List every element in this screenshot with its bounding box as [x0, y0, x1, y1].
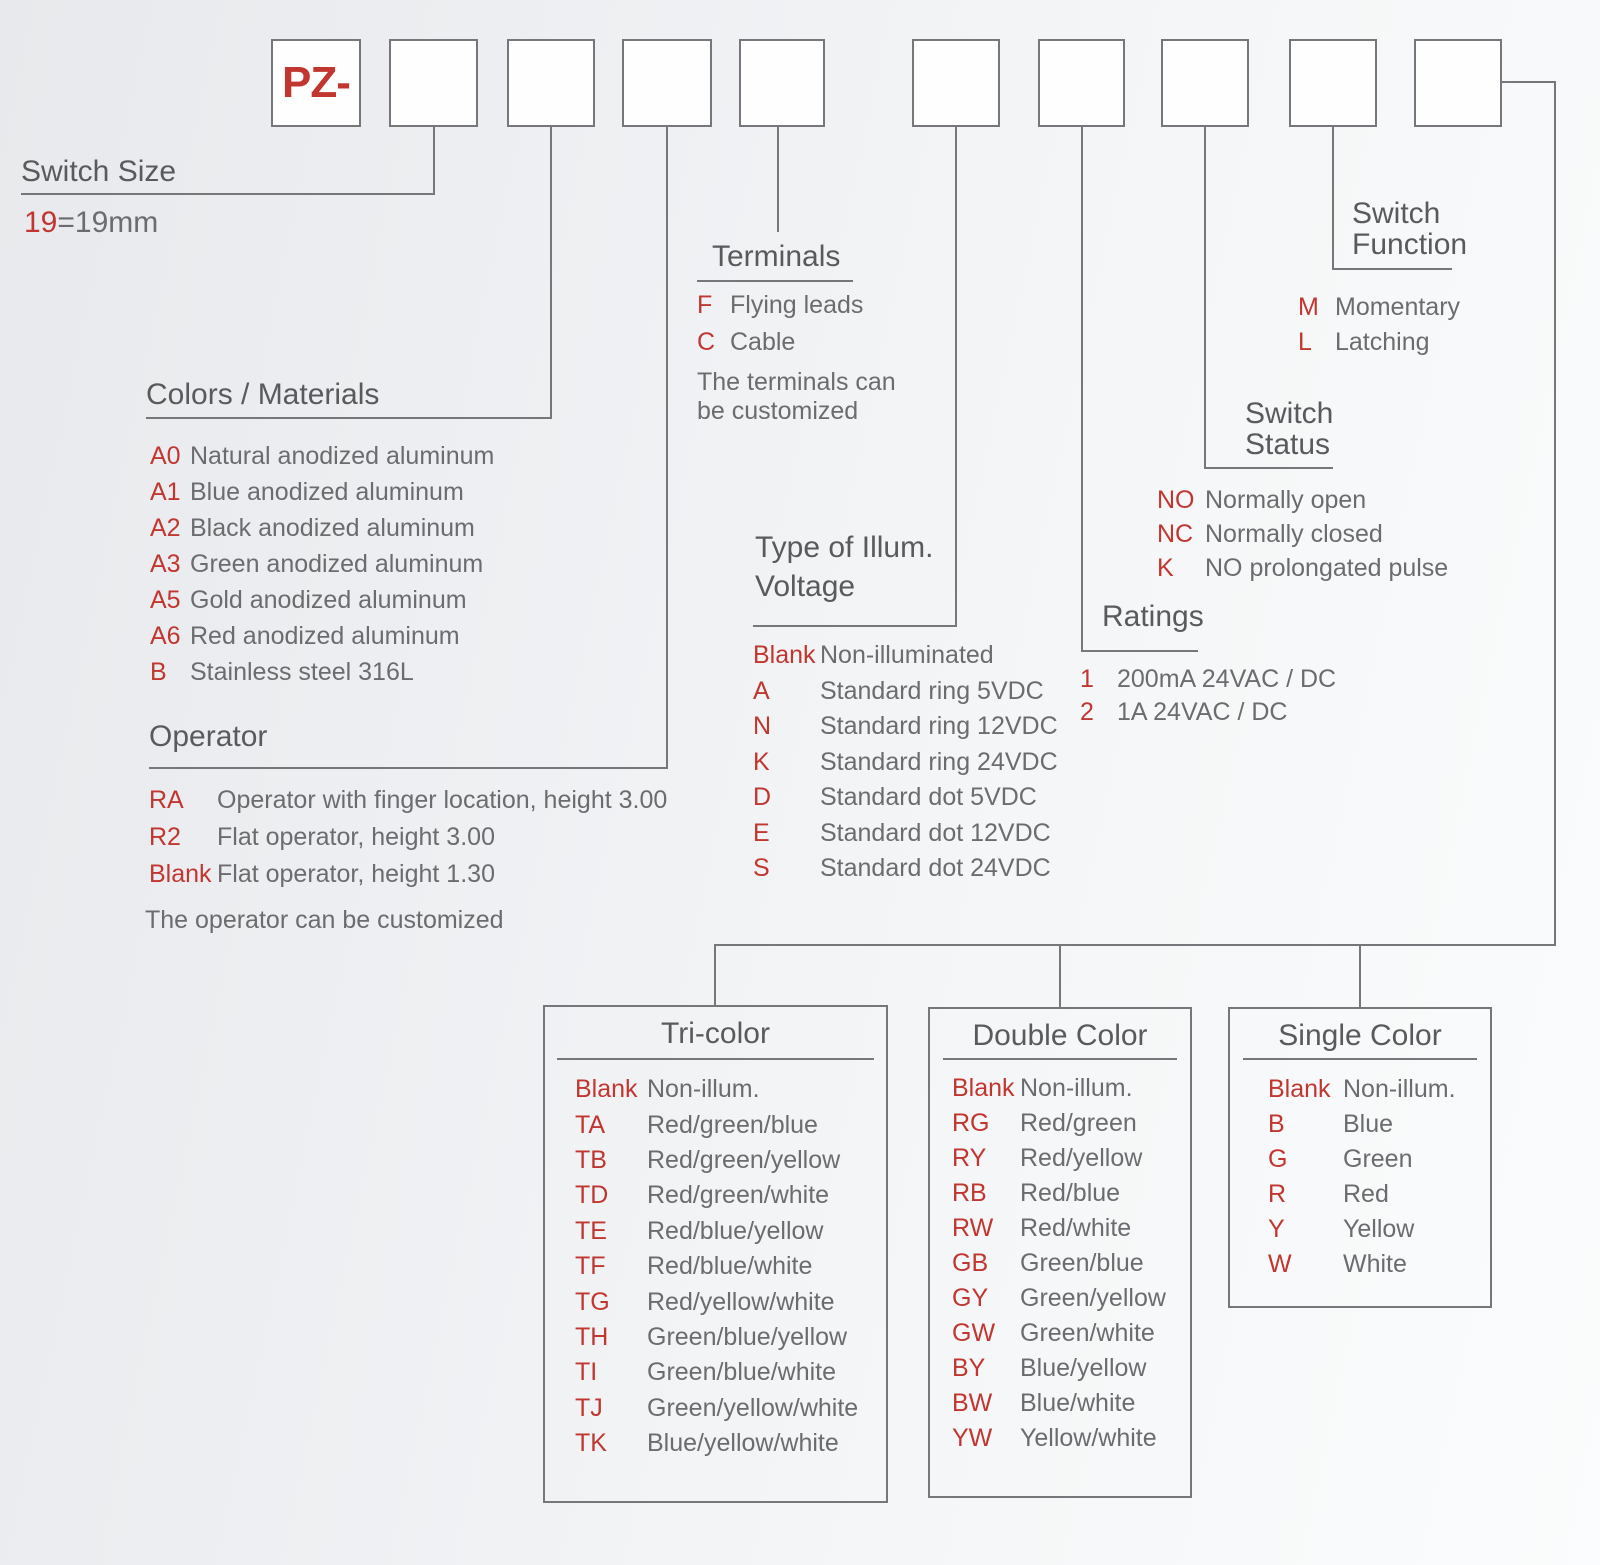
- item-code: S: [753, 854, 770, 883]
- item-desc: Flat operator, height 1.30: [217, 860, 495, 888]
- item-desc: Red/green/yellow: [647, 1145, 841, 1174]
- item-desc: Red/green: [1020, 1109, 1137, 1137]
- illum-voltage-title-line1: Type of Illum.: [755, 531, 934, 564]
- item-code: Blank: [575, 1075, 638, 1104]
- item-desc: Green/yellow: [1020, 1284, 1166, 1312]
- terminals-note: The terminals can be customized: [697, 368, 896, 425]
- switch-size-title: Switch Size: [21, 155, 177, 188]
- item-code: Y: [1268, 1215, 1285, 1243]
- item-code: A: [753, 676, 770, 705]
- item-desc: Flat operator, height 3.00: [217, 823, 495, 851]
- item-desc: =19mm: [57, 206, 159, 239]
- list-item: [753, 638, 1058, 674]
- tri-color-list: [575, 1072, 858, 1461]
- connector-terminals: [777, 127, 779, 232]
- single-color-title: Single Color: [1278, 1019, 1442, 1052]
- switch-status-title-line1: Switch: [1245, 397, 1334, 430]
- item-desc: Standard ring 12VDC: [820, 712, 1058, 741]
- item-code: RA: [149, 786, 184, 814]
- item-desc: Blue/yellow: [1020, 1354, 1147, 1382]
- ratings-title: Ratings: [1102, 600, 1204, 633]
- item-code: Blank: [952, 1074, 1015, 1102]
- terminals-title: Terminals: [712, 240, 841, 273]
- item-code: BW: [952, 1389, 993, 1417]
- switch-status-underline: [1204, 467, 1333, 469]
- switch-size-underline: [21, 193, 435, 195]
- switch-function-underline: [1332, 268, 1452, 270]
- list-item: [575, 1178, 858, 1213]
- item-desc: Black anodized aluminum: [190, 513, 475, 542]
- list-item: [575, 1072, 858, 1107]
- connector-illum-voltage: [955, 127, 957, 627]
- item-desc: Non-illum.: [1020, 1074, 1133, 1102]
- segment-box-switch-function: [1289, 39, 1377, 127]
- item-desc: NO prolongated pulse: [1205, 553, 1449, 582]
- list-item: [150, 582, 494, 618]
- item-code: B: [150, 657, 167, 686]
- connector-illum-color-right: [1554, 81, 1556, 946]
- item-code: YW: [952, 1424, 993, 1452]
- item-code: NO: [1157, 485, 1195, 514]
- item-desc: Latching: [1335, 328, 1430, 356]
- illum-voltage-list: [753, 638, 1058, 887]
- list-item: [952, 1211, 1166, 1246]
- list-item: [575, 1284, 858, 1319]
- switch-size-item: [24, 206, 158, 240]
- item-code: Blank: [753, 641, 816, 670]
- item-desc: Standard dot 5VDC: [820, 783, 1037, 812]
- list-item: [149, 819, 667, 856]
- segment-box-switch-status: [1161, 39, 1249, 127]
- item-desc: Momentary: [1335, 293, 1461, 321]
- item-code: TG: [575, 1287, 610, 1316]
- list-item: [1157, 483, 1448, 517]
- double-color-title: Double Color: [972, 1019, 1148, 1052]
- item-code: TE: [575, 1216, 607, 1245]
- item-desc: Blue anodized aluminum: [190, 477, 464, 506]
- list-item: [1268, 1212, 1456, 1247]
- item-code: R: [1268, 1180, 1287, 1208]
- list-item: [1268, 1247, 1456, 1282]
- switch-status-title: [1245, 398, 1333, 460]
- item-desc: Red: [1343, 1180, 1389, 1208]
- list-item: [150, 546, 494, 582]
- item-desc: Red/blue: [1020, 1179, 1121, 1207]
- item-code: RG: [952, 1109, 990, 1137]
- item-desc: Standard ring 24VDC: [820, 747, 1058, 776]
- item-code: GW: [952, 1319, 996, 1347]
- item-desc: Standard dot 24VDC: [820, 854, 1051, 883]
- item-code: A6: [150, 621, 181, 650]
- item-desc: Red/yellow: [1020, 1144, 1143, 1172]
- list-item: [150, 510, 494, 546]
- list-item: [150, 438, 494, 474]
- item-desc: Non-illum.: [647, 1075, 760, 1104]
- segment-box-illum-voltage: [912, 39, 1000, 127]
- connector-switch-status: [1204, 127, 1206, 469]
- item-code: TD: [575, 1181, 609, 1210]
- item-desc: Red/green/white: [647, 1181, 830, 1210]
- item-code: N: [753, 712, 772, 741]
- item-code: B: [1268, 1110, 1285, 1138]
- item-desc: Blue: [1343, 1110, 1394, 1138]
- list-item: [952, 1316, 1166, 1351]
- ratings-list: [1080, 663, 1336, 729]
- item-code: F: [697, 291, 713, 319]
- list-item: [753, 709, 1058, 745]
- segment-box-operator: [622, 39, 712, 127]
- item-code: W: [1268, 1250, 1292, 1278]
- item-code: 2: [1080, 698, 1094, 726]
- switch-status-list: [1157, 483, 1448, 585]
- item-code: E: [753, 818, 770, 847]
- item-code: K: [753, 747, 770, 776]
- list-item: [952, 1071, 1166, 1106]
- switch-status-title-line2: Status: [1245, 428, 1331, 461]
- double-color-underline: [943, 1058, 1177, 1060]
- list-item: [150, 654, 494, 690]
- item-code: TH: [575, 1322, 609, 1351]
- double-color-list: [952, 1071, 1166, 1456]
- list-item: [1157, 517, 1448, 551]
- list-item: [1157, 551, 1448, 585]
- list-item: [753, 780, 1058, 816]
- operator-title: Operator: [149, 720, 268, 753]
- item-desc: Green/blue: [1020, 1249, 1144, 1277]
- item-desc: Normally open: [1205, 485, 1367, 514]
- list-item: [149, 856, 667, 893]
- connector-switch-function: [1332, 127, 1334, 270]
- drop-double-color: [1059, 944, 1061, 1007]
- switch-function-title-line2: Function: [1352, 228, 1468, 261]
- list-item: [1080, 663, 1336, 696]
- list-item: [753, 745, 1058, 781]
- list-item: [952, 1106, 1166, 1141]
- item-desc: Green/white: [1020, 1319, 1155, 1347]
- item-desc: White: [1343, 1250, 1407, 1278]
- item-desc: Cable: [730, 328, 796, 356]
- item-desc: 200mA 24VAC / DC: [1117, 665, 1337, 693]
- list-item: [952, 1351, 1166, 1386]
- switch-function-list: [1298, 290, 1460, 360]
- tri-color-title: Tri-color: [661, 1017, 770, 1050]
- item-desc: Blue/white: [1020, 1389, 1136, 1417]
- segment-box-size: [389, 39, 478, 127]
- item-desc: Stainless steel 316L: [190, 657, 414, 686]
- item-code: K: [1157, 553, 1174, 582]
- item-desc: Yellow/white: [1020, 1424, 1157, 1452]
- segment-box-color-material: [507, 39, 595, 127]
- item-desc: Blue/yellow/white: [647, 1429, 839, 1458]
- illum-voltage-underline: [753, 625, 957, 627]
- single-color-underline: [1243, 1058, 1477, 1060]
- operator-underline: [149, 767, 668, 769]
- list-item: [1268, 1142, 1456, 1177]
- item-code: 1: [1080, 665, 1094, 693]
- item-desc: Green anodized aluminum: [190, 549, 484, 578]
- segment-box-ratings: [1038, 39, 1125, 127]
- item-code: BY: [952, 1354, 986, 1382]
- list-item: [575, 1320, 858, 1355]
- list-item: [1298, 290, 1460, 325]
- list-item: [1298, 325, 1460, 360]
- colors-materials-list: [150, 438, 494, 690]
- color-distribution-line: [714, 944, 1556, 946]
- list-item: [575, 1355, 858, 1390]
- item-desc: Green/yellow/white: [647, 1393, 859, 1422]
- item-code: Blank: [149, 860, 212, 888]
- colors-materials-title: Colors / Materials: [146, 378, 380, 411]
- operator-list: [149, 782, 667, 893]
- connector-operator: [666, 127, 668, 769]
- list-item: [1080, 696, 1336, 729]
- item-code: A2: [150, 513, 181, 542]
- item-desc: Red/blue/yellow: [647, 1216, 824, 1245]
- drop-single-color: [1359, 944, 1361, 1007]
- list-item: [1268, 1072, 1456, 1107]
- item-code: NC: [1157, 519, 1194, 548]
- item-desc: Red/green/blue: [647, 1110, 818, 1139]
- item-code: Blank: [1268, 1075, 1331, 1103]
- list-item: [952, 1246, 1166, 1281]
- item-desc: Red/blue/white: [647, 1252, 813, 1281]
- switch-function-title: [1352, 198, 1467, 260]
- ratings-underline: [1081, 650, 1198, 652]
- item-desc: Non-illuminated: [820, 641, 994, 670]
- item-code: RW: [952, 1214, 994, 1242]
- list-item: [1268, 1107, 1456, 1142]
- item-desc: Red anodized aluminum: [190, 621, 460, 650]
- item-code: A1: [150, 477, 181, 506]
- list-item: [952, 1141, 1166, 1176]
- prefix-label: PZ-: [282, 58, 350, 107]
- item-code: C: [697, 328, 716, 356]
- item-desc: Gold anodized aluminum: [190, 585, 467, 614]
- item-code: M: [1298, 293, 1319, 321]
- colors-materials-underline: [146, 417, 552, 419]
- item-desc: Green/blue/white: [647, 1358, 837, 1387]
- tri-color-underline: [557, 1058, 874, 1060]
- item-desc: Flying leads: [730, 291, 864, 319]
- item-code: GY: [952, 1284, 989, 1312]
- connector-switch-size: [433, 127, 435, 195]
- connector-colors-materials: [550, 127, 552, 419]
- connector-ratings: [1081, 127, 1083, 652]
- segment-box-terminals: [739, 39, 825, 127]
- item-code: GB: [952, 1249, 989, 1277]
- list-item: [575, 1107, 858, 1142]
- list-item: [575, 1214, 858, 1249]
- segment-box-prefix: [271, 39, 361, 127]
- item-desc: Non-illum.: [1343, 1075, 1456, 1103]
- list-item: [952, 1421, 1166, 1456]
- list-item: [149, 782, 667, 819]
- item-desc: Yellow: [1343, 1215, 1415, 1243]
- item-desc: Operator with finger location, height 3.00: [217, 786, 668, 814]
- item-code: TF: [575, 1252, 606, 1281]
- list-item: [753, 851, 1058, 887]
- item-code: TA: [575, 1110, 606, 1139]
- item-desc: Normally closed: [1205, 519, 1383, 548]
- item-code: A0: [150, 441, 181, 470]
- item-code: 19: [24, 206, 58, 239]
- list-item: [575, 1391, 858, 1426]
- list-item: [952, 1386, 1166, 1421]
- list-item: [952, 1176, 1166, 1211]
- list-item: [753, 816, 1058, 852]
- item-code: TI: [575, 1358, 598, 1387]
- item-code: RB: [952, 1179, 987, 1207]
- connector-illum-color-top: [1502, 81, 1556, 83]
- item-desc: Green: [1343, 1145, 1413, 1173]
- terminals-underline: [697, 280, 853, 282]
- terminals-list: [697, 287, 863, 361]
- item-desc: Standard dot 12VDC: [820, 818, 1051, 847]
- list-item: [150, 474, 494, 510]
- item-desc: Natural anodized aluminum: [190, 441, 495, 470]
- single-color-list: [1268, 1072, 1456, 1282]
- illum-voltage-title-line2: Voltage: [755, 570, 856, 603]
- item-code: TJ: [575, 1393, 603, 1422]
- item-code: L: [1298, 328, 1312, 356]
- item-desc: Red/white: [1020, 1214, 1132, 1242]
- item-code: D: [753, 783, 772, 812]
- list-item: [697, 287, 863, 324]
- list-item: [753, 674, 1058, 710]
- item-code: G: [1268, 1145, 1288, 1173]
- item-code: A5: [150, 585, 181, 614]
- drop-tri-color: [714, 944, 716, 1005]
- list-item: [1268, 1177, 1456, 1212]
- list-item: [575, 1249, 858, 1284]
- list-item: [150, 618, 494, 654]
- list-item: [697, 324, 863, 361]
- list-item: [952, 1281, 1166, 1316]
- switch-function-title-line1: Switch: [1352, 197, 1441, 230]
- item-desc: Green/blue/yellow: [647, 1322, 848, 1351]
- item-code: TK: [575, 1429, 607, 1458]
- item-desc: 1A 24VAC / DC: [1117, 698, 1288, 726]
- item-desc: Red/yellow/white: [647, 1287, 835, 1316]
- list-item: [575, 1426, 858, 1461]
- list-item: [575, 1143, 858, 1178]
- item-code: A3: [150, 549, 181, 578]
- segment-box-illum-color: [1414, 39, 1502, 127]
- item-code: TB: [575, 1145, 607, 1174]
- item-desc: Standard ring 5VDC: [820, 676, 1044, 705]
- item-code: R2: [149, 823, 181, 851]
- operator-note: The operator can be customized: [145, 906, 504, 934]
- item-code: RY: [952, 1144, 987, 1172]
